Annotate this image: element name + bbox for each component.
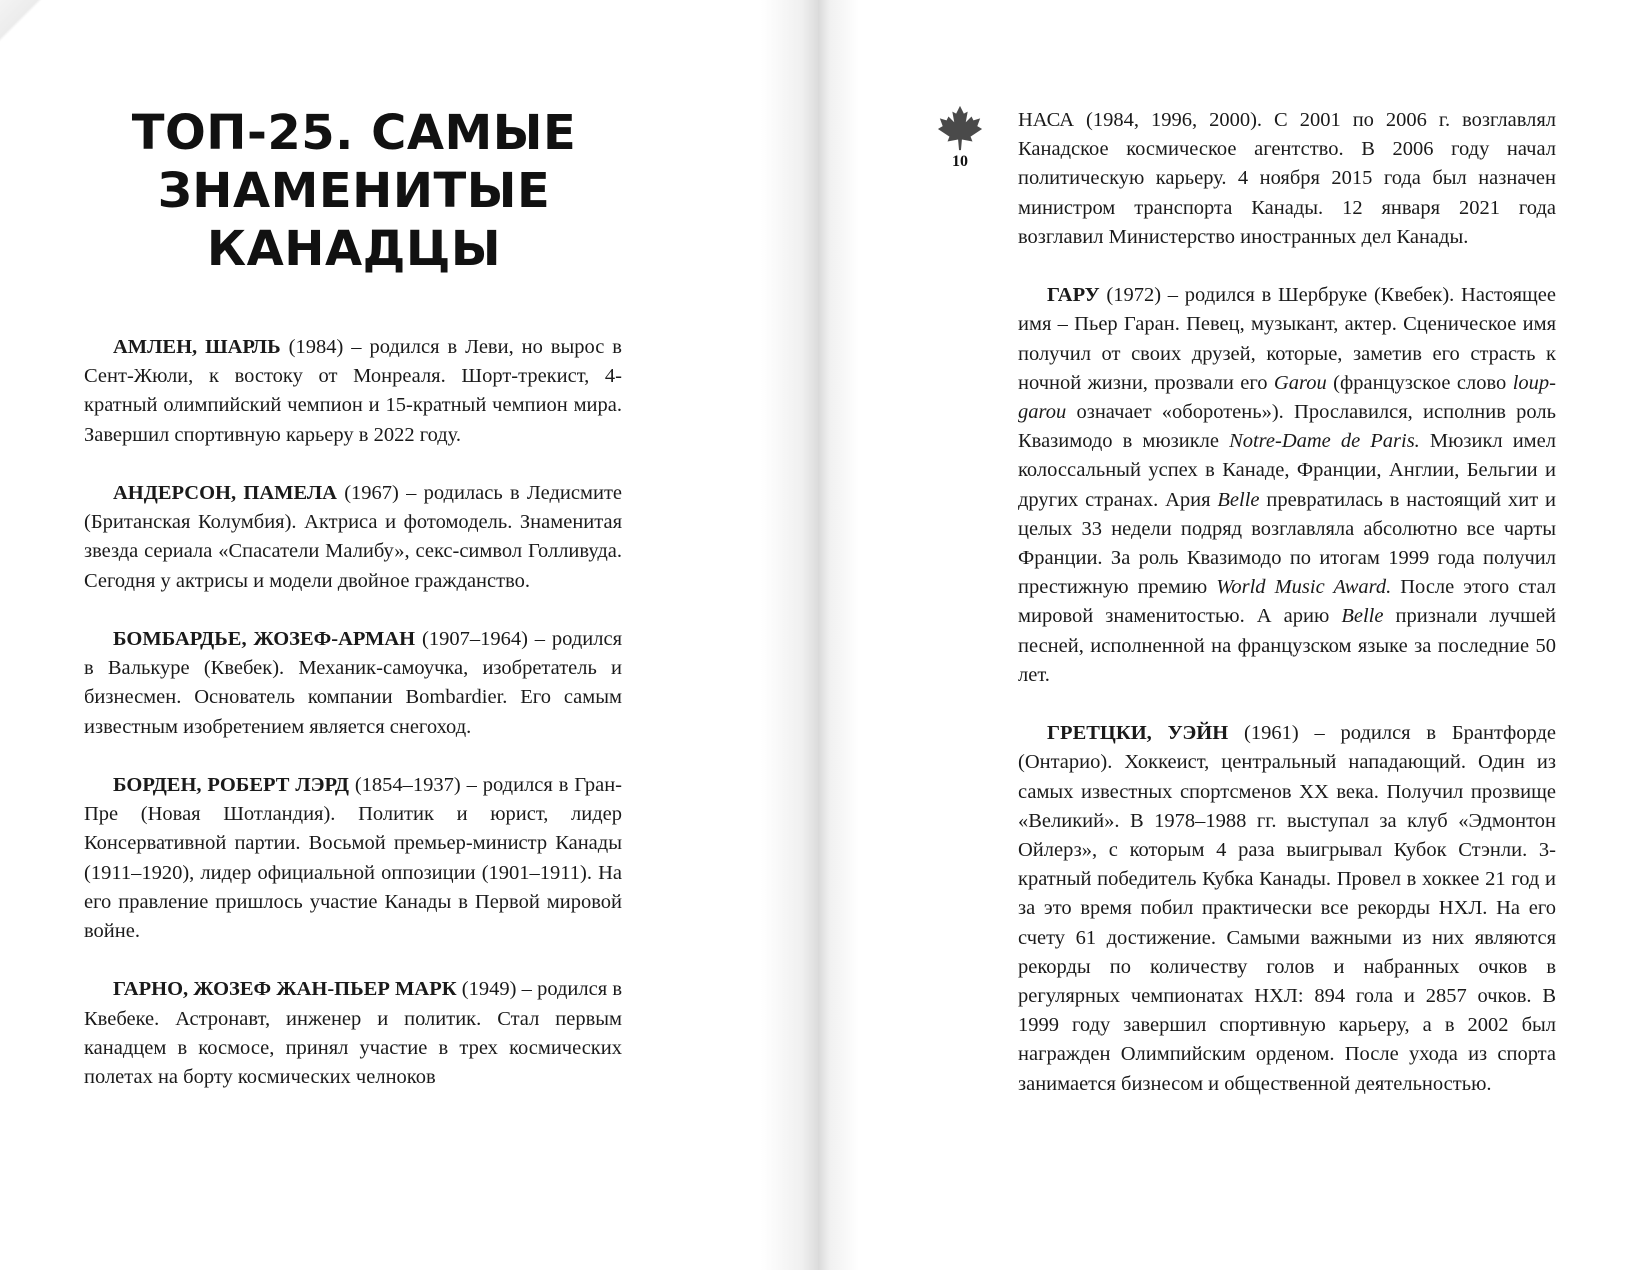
entry-name: АМЛЕН, ШАРЛЬ (113, 336, 281, 358)
chapter-title-line-2: ЗНАМЕНИТЫЕ (157, 163, 551, 219)
italic-term: Belle (1341, 605, 1384, 628)
entry-text: (1961) – родился в Брантфорде (Онтарио). Хоккеист, центральный нападающий. Один из самых известных спортсменов XX века. Получил прозвище «Великий». В 1978–1988 гг. выступал за клуб «Эдмонтон Ойлерз», с которым 4 раза выигрывал Кубок Стэнли. 3-кратный победитель Кубка Канады. Провел в хоккее 21 год и за это время побил практически все рекорды НХЛ. На его счету 61 достижение. Самыми важными из них являются рекорды по количеству голов и набранных очков в регулярных чемпионатах НХЛ: 894 гола и 2857 очков. В 1999 году завершил спортивную карьеру, а в 2002 был награжден Олимпийским орденом. После ухода из спорта занимается бизнесом и общественной деятельностью. (1018, 722, 1556, 1095)
entry-name: БОМБАРДЬЕ, ЖОЗЕФ-АРМАН (113, 628, 416, 650)
entry-text: Мюзикл имел колоссальный успех в Канаде, Франции, Англии, Бельгии и других странах. Ария (1018, 430, 1556, 511)
chapter-title-line-3: КАНАДЦЫ (206, 221, 502, 277)
right-page (818, 0, 1643, 1270)
italic-term: Garou (1273, 371, 1327, 394)
page-number: 10 (952, 153, 968, 170)
italic-term: Notre-Dame de Paris. (1229, 430, 1420, 453)
entry-name: БОРДЕН, РОБЕРТ ЛЭРД (113, 774, 349, 796)
page-corner-fold (0, 0, 42, 42)
page-folio (934, 104, 986, 172)
entry-name: ГРЕТЦКИ, УЭЙН (1047, 722, 1229, 745)
italic-term: World Music Award. (1216, 576, 1392, 599)
italic-term: loup-garou (1018, 371, 1557, 424)
entry-borden (84, 771, 622, 946)
entry-hamelin (84, 333, 622, 450)
entry-text: означает «оборотень»). Прославился, исполнив роль Квазимодо в мюзикле (1018, 401, 1556, 453)
entry-text: признали лучшей песней, исполненной на французском языке за последние 50 лет. (1018, 605, 1556, 686)
entry-text: После этого стал мировой знаменитостью. А арию (1018, 576, 1556, 628)
entry-text: (1907–1964) – родился в Валькуре (Квебек). Механик-самоучка, изобретатель и бизнесмен. Основатель компании Bombardier. Его самым известным изобретением является снегоход. (84, 628, 622, 738)
entry-text: превратилась в настоящий хит и целых 33 недели подряд возглавляла абсолютно все чарты Франции. За роль Квазимодо по итогам 1999 года получил престижную премию (1018, 488, 1556, 599)
left-page (0, 0, 818, 1270)
entry-text: (1972) – родился в Шербруке (Квебек). Настоящее имя – Пьер Гаран. Певец, музыкант, актер. Сценическое имя получил от своих друзей, которые, заметив его страсть к ночной жизни, прозвали его (1018, 284, 1556, 394)
chapter-title-line-1: ТОП-25. САМЫЕ (131, 105, 577, 161)
entry-name: АНДЕРСОН, ПАМЕЛА (113, 482, 337, 504)
entry-text: (1854–1937) – родился в Гран-Пре (Новая Шотландия). Политик и юрист, лидер Консервативной партии. Восьмой премьер-министр Канады (1911–1920), лидер официальной оппозиции (1901–1911). На его правление пришлось участие Канады в Первой мировой войне. (84, 774, 623, 943)
entry-text: (1967) – родилась в Ледисмите (Британская Колумбия). Актриса и фотомодель. Знаменитая звезда сериала «Спасатели Малибу», секс-символ Голливуда. Сегодня у актрисы и модели двойное гражданство. (84, 482, 623, 592)
entry-text: (1984) – родился в Леви, но вырос в Сент-Жюли, к востоку от Монреаля. Шорт-трекист, 4-кратный олимпийский чемпион и 15-кратный чемпион мира. Завершил спортивную карьеру в 2022 году. (84, 336, 622, 446)
entry-garneau (84, 975, 622, 1092)
entry-bombardier (84, 625, 622, 742)
chapter-title (86, 104, 622, 278)
entry-name: ГАРНО, ЖОЗЕФ ЖАН-ПЬЕР МАРК (113, 978, 457, 1001)
maple-leaf-icon (936, 104, 984, 152)
left-text-column (84, 333, 622, 1121)
entry-text: (французское слово (1326, 371, 1513, 394)
entry-gretzky (1018, 719, 1556, 1099)
right-text-column (1018, 106, 1556, 1128)
entry-garneau-continued: НАСА (1984, 1996, 2000). С 2001 по 2006 г. возглавлял Канадское космическое агентство. В 2006 году начал политическую карьеру. 4 ноября 2015 года был назначен министром транспорта Канады. 12 января 2021 года возглавил Министерство иностранных дел Канады. (1018, 109, 1556, 248)
entry-anderson (84, 479, 622, 596)
italic-term: Belle (1217, 488, 1260, 511)
entry-garou (1018, 281, 1556, 690)
entry-name: ГАРУ (1047, 284, 1100, 307)
entry-text: (1949) – родился в Квебеке. Астронавт, инженер и политик. Стал первым канадцем в космосе, принял участие в трех космических полетах на борту космических челноков (84, 978, 623, 1089)
